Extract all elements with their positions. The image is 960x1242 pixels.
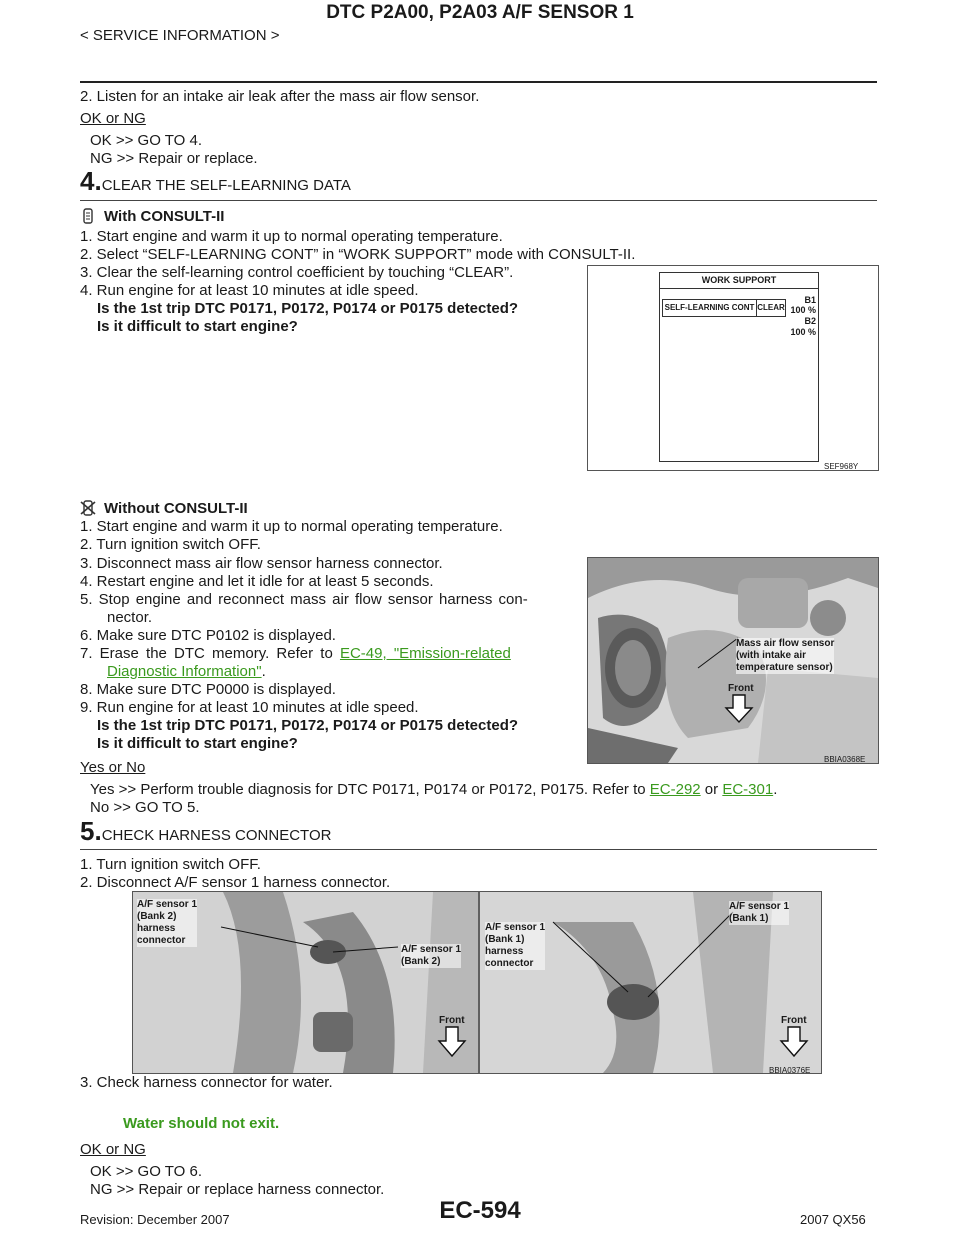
yes-no-label: Yes or No xyxy=(80,759,146,776)
question-dtc-2: Is the 1st trip DTC P0171, P0172, P0174 or P0175 detected? xyxy=(97,717,519,734)
bank1-value: 100 % xyxy=(790,305,816,315)
step4b-item-7: 7. Erase the DTC memory. Refer to EC-49, "Emission-related xyxy=(80,645,511,662)
harness-illustration xyxy=(133,892,821,1073)
step5-rule xyxy=(80,849,877,850)
step5-item-3: 3. Check harness connector for water. xyxy=(80,1074,333,1091)
question-start: Is it difficult to start engine? xyxy=(97,318,298,335)
emission-diag-link[interactable]: EC-49, "Emission-related xyxy=(339,645,511,662)
step4b-item-6: 6. Make sure DTC P0102 is displayed. xyxy=(80,627,336,644)
step4-item-4: 4. Run engine for at least 10 minutes at idle speed. xyxy=(80,282,419,299)
figure-code: BBIA0376E xyxy=(769,1066,811,1074)
question-start-2: Is it difficult to start engine? xyxy=(97,735,298,752)
result-ng: NG >> Repair or replace. xyxy=(90,150,258,167)
step4-heading xyxy=(80,166,351,196)
question-dtc: Is the 1st trip DTC P0171, P0172, P0174 or P0175 detected? xyxy=(97,300,519,317)
front-arrow-right-icon xyxy=(779,1026,809,1058)
consult-tester-icon xyxy=(80,208,96,224)
no-consult-icon xyxy=(80,500,96,516)
step4-item-3: 3. Clear the self-learning control coefficient by touching “CLEAR”. xyxy=(80,264,514,281)
result-no: No >> GO TO 5. xyxy=(90,799,200,816)
callout-bank2-sensor: A/F sensor 1 (Bank 2) xyxy=(401,944,462,967)
step4b-item-5-cont: nector. xyxy=(107,609,153,626)
step4b-item-4: 4. Restart engine and let it idle for at least 5 seconds. xyxy=(80,573,434,590)
step4-rule xyxy=(80,200,877,201)
callout-bank1-sensor: A/F sensor 1 (Bank 1) xyxy=(729,901,790,924)
front-arrow-icon xyxy=(724,694,754,724)
page-number: EC-594 xyxy=(439,1197,521,1224)
model-year: 2007 QX56 xyxy=(800,1212,866,1227)
step4b-item-3: 3. Disconnect mass air flow sensor harness connector. xyxy=(80,555,443,572)
ec-301-link[interactable]: EC-301 xyxy=(722,781,774,798)
bank2-value: 100 % xyxy=(790,327,816,337)
bank1-label: B1 xyxy=(804,295,816,305)
step4-item-1: 1. Start engine and warm it up to normal operating temperature. xyxy=(80,228,503,245)
step-title: CHECK HARNESS CONNECTOR xyxy=(101,827,332,844)
result-yes: Yes >> Perform trouble diagnosis for DTC P0171, P0174 or P0172, P0175. Refer to EC-292 or EC-301. xyxy=(90,781,778,798)
spec-water: Water should not exit. xyxy=(123,1115,280,1132)
af-sensor-harness-figure xyxy=(132,891,822,1074)
step4b-item-1: 1. Start engine and warm it up to normal operating temperature. xyxy=(80,518,503,535)
step-number: 4. xyxy=(80,166,102,196)
step4-item-2: 2. Select “SELF-LEARNING CONT” in “WORK SUPPORT” mode with CONSULT-II. xyxy=(80,246,636,263)
bank2-label: B2 xyxy=(804,316,816,326)
header-rule xyxy=(80,81,877,83)
step5-item-1: 1. Turn ignition switch OFF. xyxy=(80,856,261,873)
ec-292-link[interactable]: EC-292 xyxy=(649,781,701,798)
step4b-item-8: 8. Make sure DTC P0000 is displayed. xyxy=(80,681,336,698)
figure-code: SEF968Y xyxy=(824,462,859,471)
step-title: CLEAR THE SELF-LEARNING DATA xyxy=(101,177,351,194)
figure-code: BBIA0368E xyxy=(824,755,866,764)
step5-item-2: 2. Disconnect A/F sensor 1 harness connector. xyxy=(80,874,391,891)
front-label-left: Front xyxy=(439,1015,465,1026)
front-arrow-left-icon xyxy=(437,1026,467,1058)
ok-ng-label-2: OK or NG xyxy=(80,1141,146,1158)
revision-date: Revision: December 2007 xyxy=(80,1212,230,1227)
callout-bank1-connector: A/F sensor 1 (Bank 1) harness connector xyxy=(485,922,546,969)
result-ng-2: NG >> Repair or replace harness connector. xyxy=(90,1181,385,1198)
step4b-item-7-cont: Diagnostic Information". xyxy=(107,663,266,680)
maf-sensor-figure xyxy=(587,557,879,764)
maf-callout: Mass air flow sensor (with intake air temperature sensor) xyxy=(736,638,835,673)
step4b-item-5: 5. Stop engine and reconnect mass air flow sensor harness con- xyxy=(80,591,528,608)
step4b-item-9: 9. Run engine for at least 10 minutes at idle speed. xyxy=(80,699,419,716)
step4b-item-2: 2. Turn ignition switch OFF. xyxy=(80,536,261,553)
section-label: < SERVICE INFORMATION > xyxy=(80,27,280,44)
ok-ng-label: OK or NG xyxy=(80,110,146,127)
front-label: Front xyxy=(728,683,754,694)
engine-bay-illustration xyxy=(588,558,878,763)
front-label-right: Front xyxy=(781,1015,807,1026)
clear-cell: CLEAR xyxy=(756,299,786,317)
with-consult-label: With CONSULT-II xyxy=(80,208,224,226)
step-item: 2. Listen for an intake air leak after the mass air flow sensor. xyxy=(80,88,480,105)
result-ok: OK >> GO TO 4. xyxy=(90,132,202,149)
screen-header: WORK SUPPORT xyxy=(701,275,777,285)
work-support-figure xyxy=(587,265,879,471)
result-ok-2: OK >> GO TO 6. xyxy=(90,1163,202,1180)
callout-bank2-connector: A/F sensor 1 (Bank 2) harness connector xyxy=(137,899,198,946)
emission-diag-link-cont[interactable]: Diagnostic Information" xyxy=(107,663,262,680)
without-consult-label: Without CONSULT-II xyxy=(80,500,248,518)
step-number: 5. xyxy=(80,816,102,846)
page-title: DTC P2A00, P2A03 A/F SENSOR 1 xyxy=(326,2,634,23)
self-learning-cell: SELF-LEARNING CONT xyxy=(662,299,757,317)
consult-screen xyxy=(659,272,819,462)
step5-heading xyxy=(80,816,332,846)
